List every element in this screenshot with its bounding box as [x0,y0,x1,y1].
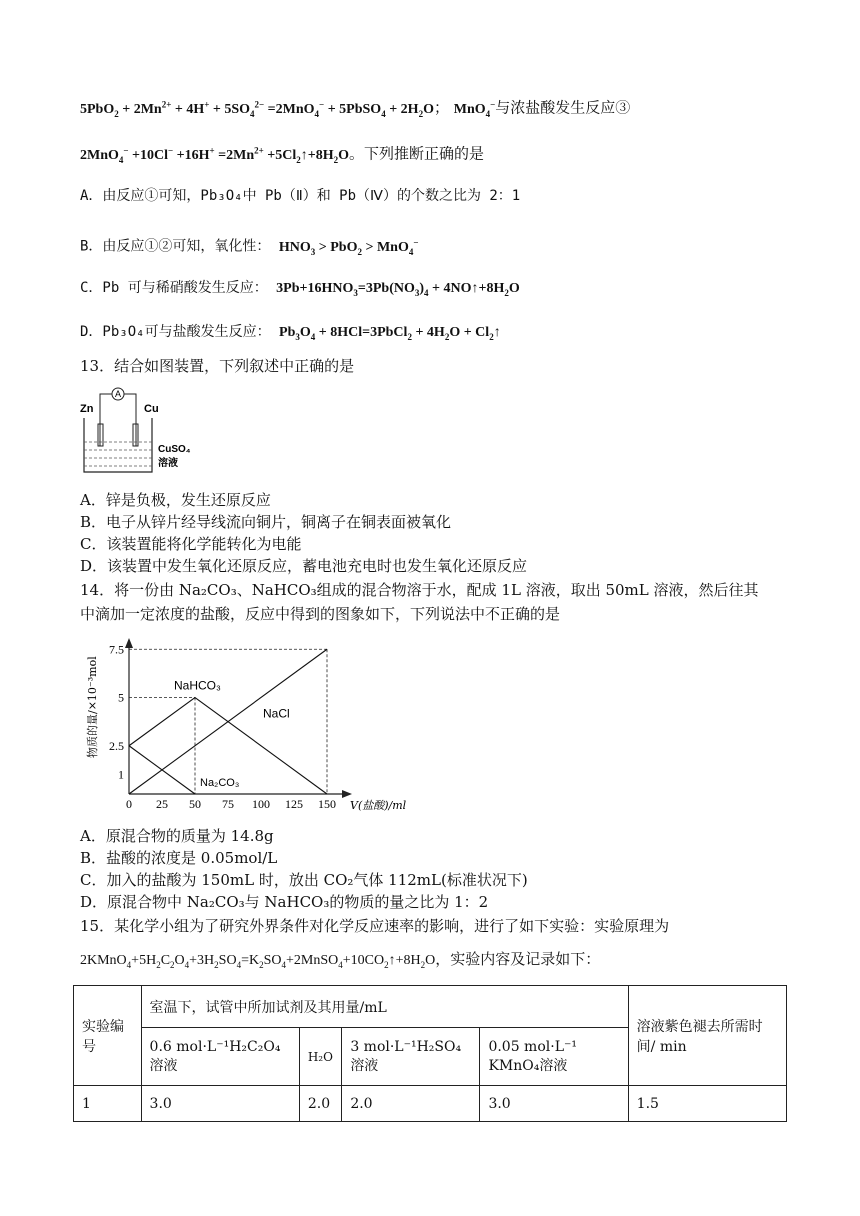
q12-option-d [80,322,501,347]
reaction-2-equation: $5PbO_2 + 2Mn^{2+} + 4H^+ + 5SO_4^{2-} =2MnO_4^-$ + 5PbSO$_4$ + $2H_2O$ [80,99,434,119]
x-tick-label: 25 [156,797,168,811]
cell-exp-no: 1 [74,1086,142,1122]
x-axis-arrow [342,790,352,798]
cu-label: Cu [144,403,159,415]
header-h2c2o4: 0.6 mol·L⁻¹H₂C₂O₄溶液 [141,1028,299,1086]
q14-option-d: D．原混合物中 Na₂CO₃与 NaHCO₃的物质的量之比为 1：2 [80,893,489,911]
q12-option-c [80,278,520,303]
reaction-3-intro: 与浓盐酸发生反应③ [495,98,631,117]
permanganate-formula: MnO$_4$− [453,99,496,119]
cell-water: 2.0 [299,1086,341,1122]
solution-label-2: 溶液 [158,458,178,469]
separator: ； [433,98,449,117]
q14-stem-line1: 14．将一份由 Na₂CO₃、NaHCO₃组成的混合物溶于水，配成 1L 溶液，取出 50mL 溶液，然后往其 [80,581,759,599]
experiment-table [73,985,787,1122]
y-tick-label: 1 [118,767,124,782]
q13-stem: 13．结合如图装置，下列叙述中正确的是 [80,357,355,375]
cell-kmno4: 3.0 [480,1086,628,1122]
header-h2so4: 3 mol·L⁻¹H₂SO₄溶液 [342,1028,480,1086]
header-water: H₂O [299,1028,341,1086]
y-tick-label: 5 [118,690,124,705]
chart-svg [80,630,420,825]
q12-option-b-equation: $HNO_3 > PbO_2 > MnO_4^-$ [278,237,419,257]
q14-option-b: B．盐酸的浓度是 0.05mol/L [80,849,278,867]
galvanic-cell-svg [78,380,208,480]
x-tick-label: 0 [126,797,132,811]
q13-option-c: C．该装置能将化学能转化为电能 [80,535,302,553]
q15-reaction-equation: $2KMnO_4+5H_2C_2O_4+3H_2SO_4=K_2SO_4+2MnSO_4+10CO_2↑+8H_2O$ [80,953,436,970]
q15-stem-suffix: ，实验内容及记录如下： [435,950,601,968]
q14-stem-line2: 中滴加一定浓度的盐酸，反应中得到的图象如下，下列说法中不正确的是 [80,605,561,623]
amount-vs-volume-chart [80,630,420,825]
q12-option-d-equation: $Pb_3O_4$ + 8HCl=3PbCl$_2$ + $4H_2O$ + $Cl_2↑$ [279,325,501,342]
q13-option-a: A．锌是负极，发生还原反应 [80,491,271,509]
series-label-nacl: NaCl [263,706,290,721]
x-tick-label: 50 [189,797,201,811]
q12-option-b [80,232,419,261]
header-exp-no: 实验编号 [74,986,142,1086]
q12-option-d-text: D．Pb₃O₄可与盐酸发生反应： [80,324,271,340]
q14-option-c: C．加入的盐酸为 150mL 时，放出 CO₂气体 112mL(标准状况下) [80,871,528,889]
x-tick-label: 75 [222,797,234,811]
y-tick-label: 2.5 [109,738,124,753]
zn-label: Zn [80,403,94,415]
q12-option-a: A．由反应①可知，Pb₃O₄中 Pb（Ⅱ）和 Pb（Ⅳ）的个数之比为 2：1 [80,188,521,204]
q12-option-b-text: B．由反应①②可知，氧化性： [80,238,271,255]
question-12-prompt: 。下列推断正确的是 [349,144,485,163]
y-tick-label: 7.5 [109,642,124,657]
x-tick-label: 150 [318,797,336,811]
q14-option-a: A．原混合物的质量为 14.8g [80,827,274,845]
header-kmno4: 0.05 mol·L⁻¹ KMnO₄溶液 [480,1028,628,1086]
solution-label: CuSO₄ [158,444,191,455]
x-tick-label: 125 [285,797,303,811]
reaction-2-line [80,94,630,123]
cell-time: 1.5 [628,1086,786,1122]
y-axis-label: 物质的量/×10⁻³mol [86,656,99,758]
header-reagents: 室温下，试管中所加试剂及其用量/mL [141,986,628,1028]
ammeter-label: A [114,389,122,399]
x-axis-label: V(盐酸)/ml [350,799,407,812]
x-tick-label: 100 [252,797,270,811]
q13-option-b: B．电子从锌片经导线流向铜片，铜离子在铜表面被氧化 [80,513,452,531]
cell-h2so4: 2.0 [342,1086,480,1122]
q12-option-c-equation: $3Pb+16HNO_3=3Pb(NO_3)_4$ + $4NO↑+8H_2O$ [276,281,520,298]
q12-option-c-text: C．Pb 可与稀硝酸发生反应： [80,280,268,296]
cell-h2c2o4: 3.0 [141,1086,299,1122]
galvanic-cell-figure [78,380,208,480]
table-row [74,1086,787,1122]
q15-stem: 15．某化学小组为了研究外界条件对化学反应速率的影响，进行了如下实验：实验原理为 [80,917,670,935]
y-axis-arrow [125,638,133,648]
beaker [84,418,152,472]
reaction-3-equation: $2MnO_4^- +10Cl^- +16H^+ =2Mn^{2+}$ $+5Cl_2↑+8H_2O$ [80,145,350,165]
reaction-3-line [80,140,484,169]
q13-option-d: D．该装置中发生氧化还原反应，蓄电池充电时也发生氧化还原反应 [80,557,528,575]
series-label-na2co3: Na₂CO₃ [200,777,240,789]
series-label-nahco3: NaHCO₃ [174,678,221,693]
header-time: 溶液紫色褪去所需时间/ min [628,986,786,1086]
q15-reaction-line [80,949,600,975]
